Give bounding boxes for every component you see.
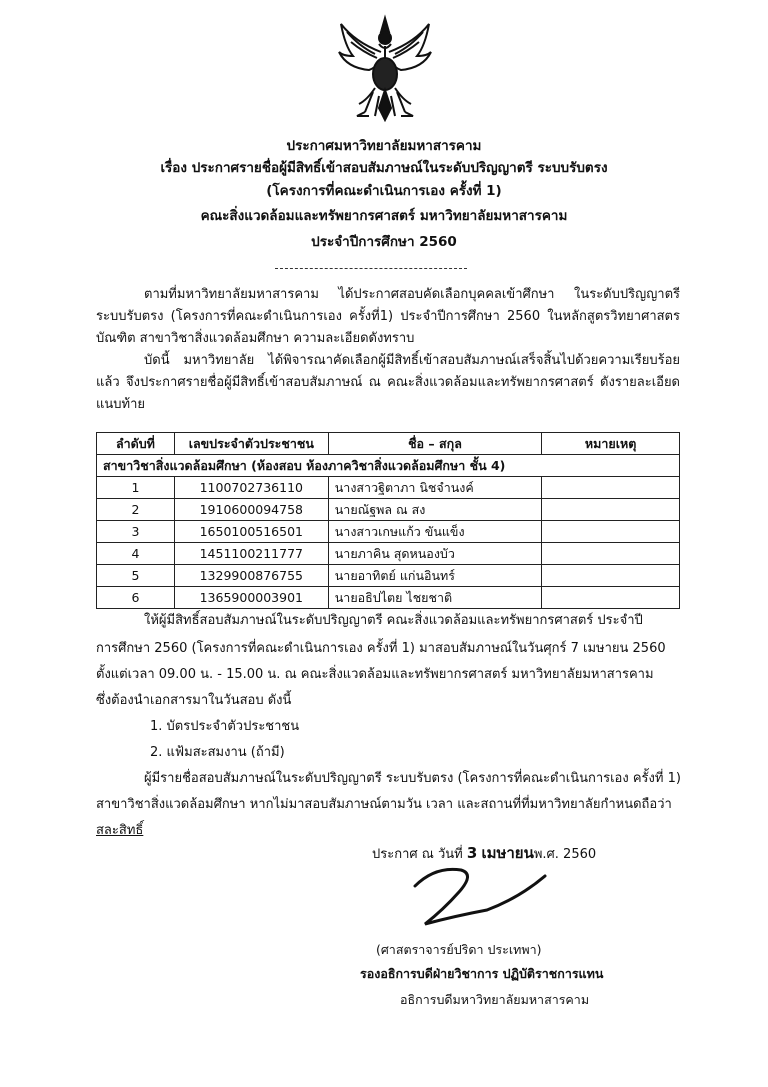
table-row: [97, 499, 680, 521]
title-divider: [275, 268, 467, 269]
row-citizen-id: 1365900003901: [174, 587, 328, 609]
date-month: เมษายน: [481, 844, 534, 862]
row-full-name: นายอาทิตย์ แก่นอินทร์: [328, 565, 541, 587]
announcement-year: ประจำปีการศึกษา 2560: [311, 234, 457, 250]
interview-line-2: การศึกษา 2560 (โครงการที่คณะดำเนินการเอง ครั้งที่ 1) มาสอบสัมภาษณ์ในวันศุกร์ 7 เมษายน 2560: [96, 641, 666, 656]
table-header-row: [97, 433, 680, 455]
row-full-name: นายณัฐพล ณ สง: [328, 499, 541, 521]
warning-line-1: ผู้มีรายชื่อสอบสัมภาษณ์ในระดับปริญญาตรี ระบบรับตรง (โครงการที่คณะดำเนินการเอง ครั้งที่ 1): [144, 771, 681, 786]
interview-line-4: ซึ่งต้องนำเอกสารมาในวันสอบ ดังนี้: [96, 693, 292, 708]
table-row: [97, 587, 680, 609]
announcement-subject: เรื่อง ประกาศรายชื่อผู้มีสิทธิ์เข้าสอบสัมภาษณ์ในระดับปริญญาตรี ระบบรับตรง: [160, 160, 608, 176]
row-order: 3: [97, 521, 175, 543]
announcement-faculty: คณะสิ่งแวดล้อมและทรัพยากรศาสตร์ มหาวิทยาลัยมหาสารคาม: [200, 208, 568, 224]
header-full-name: ชื่อ – สกุล: [328, 433, 541, 455]
document-item-1: 1. บัตรประจำตัวประชาชน: [150, 719, 300, 734]
candidate-table: [96, 432, 680, 609]
warning-line-3: สละสิทธิ์: [96, 823, 144, 838]
row-order: 6: [97, 587, 175, 609]
handwritten-signature: [395, 858, 555, 938]
table-row: [97, 565, 680, 587]
header-citizen-id: เลขประจำตัวประชาชน: [174, 433, 328, 455]
table-group-row: [97, 455, 680, 477]
row-remark: [542, 477, 680, 499]
row-remark: [542, 543, 680, 565]
row-citizen-id: 1100702736110: [174, 477, 328, 499]
row-citizen-id: 1650100516501: [174, 521, 328, 543]
row-order: 2: [97, 499, 175, 521]
row-remark: [542, 499, 680, 521]
row-full-name: นายภาคิน สุดหนองบัว: [328, 543, 541, 565]
row-full-name: นางสาวเกษแก้ว ขันแข็ง: [328, 521, 541, 543]
signatory-name: (ศาสตราจารย์ปริดา ประเทพา): [376, 942, 542, 957]
row-order: 4: [97, 543, 175, 565]
row-citizen-id: 1910600094758: [174, 499, 328, 521]
row-remark: [542, 587, 680, 609]
header-remark: หมายเหตุ: [542, 433, 680, 455]
interview-line-1: ให้ผู้มีสิทธิ์สอบสัมภาษณ์ในระดับปริญญาตรี คณะสิ่งแวดล้อมและทรัพยากรศาสตร์ ประจำปี: [144, 613, 643, 628]
intro-paragraph-2: บัดนี้ มหาวิทยาลัย ได้พิจารณาคัดเลือกผู้มีสิทธิ์เข้าสอบสัมภาษณ์เสร็จสิ้นไปด้วยความเรียบร้อยแล้ว จึงประกาศรายชื่อผู้มีสิทธิ์เข้าสอบสัมภาษณ์ ณ คณะสิ่งแวดล้อมและทรัพยากรศาสตร์ ดังรายละเอียดแนบท้าย: [96, 353, 680, 412]
date-prefix: ประกาศ ณ วันที่: [372, 847, 463, 862]
header-order: ลำดับที่: [97, 433, 175, 455]
table-row: [97, 477, 680, 499]
group-label: สาขาวิชาสิ่งแวดล้อมศึกษา (ห้องสอบ ห้องภาควิชาสิ่งแวดล้อมศึกษา ชั้น 4): [97, 455, 680, 477]
table-row: [97, 521, 680, 543]
row-full-name: นายอธิปไตย ไชยชาติ: [328, 587, 541, 609]
signatory-role: รองอธิการบดีฝ่ายวิชาการ ปฏิบัติราชการแทน: [360, 966, 604, 981]
signatory-organization: อธิการบดีมหาวิทยาลัยมหาสารคาม: [400, 992, 590, 1007]
date-day: 3: [466, 844, 478, 862]
document-item-2: 2. แฟ้มสะสมงาน (ถ้ามี): [150, 745, 285, 760]
row-citizen-id: 1451100211777: [174, 543, 328, 565]
intro-paragraph-1: ตามที่มหาวิทยาลัยมหาสารคาม ได้ประกาศสอบคัดเลือกบุคคลเข้าศึกษา ในระดับปริญญาตรี ระบบรับตรง (โครงการที่คณะดำเนินการเอง ครั้งที่1) ประจำปีการศึกษา 2560 ในหลักสูตรวิทยาศาสตรบัณฑิต สาขาวิชาสิ่งแวดล้อมศึกษา ความละเอียดดังทราบ: [96, 287, 680, 346]
announcement-project: (โครงการที่คณะดำเนินการเอง ครั้งที่ 1): [266, 183, 502, 199]
row-remark: [542, 521, 680, 543]
row-full-name: นางสาวฐิตาภา นิชจำนงค์: [328, 477, 541, 499]
warning-line-2: สาขาวิชาสิ่งแวดล้อมศึกษา หากไม่มาสอบสัมภาษณ์ตามวัน เวลา และสถานที่ที่มหาวิทยาลัยกำหนดถือว่า: [96, 797, 672, 812]
interview-line-3: ตั้งแต่เวลา 09.00 น. - 15.00 น. ณ คณะสิ่งแวดล้อมและทรัพยากรศาสตร์ มหาวิทยาลัยมหาสารคาม: [96, 667, 654, 682]
row-citizen-id: 1329900876755: [174, 565, 328, 587]
announcement-title: ประกาศมหาวิทยาลัยมหาสารคาม: [286, 138, 482, 154]
row-order: 5: [97, 565, 175, 587]
row-order: 1: [97, 477, 175, 499]
row-remark: [542, 565, 680, 587]
table-row: [97, 543, 680, 565]
date-suffix: พ.ศ. 2560: [533, 847, 597, 862]
garuda-emblem-icon: [335, 12, 435, 122]
